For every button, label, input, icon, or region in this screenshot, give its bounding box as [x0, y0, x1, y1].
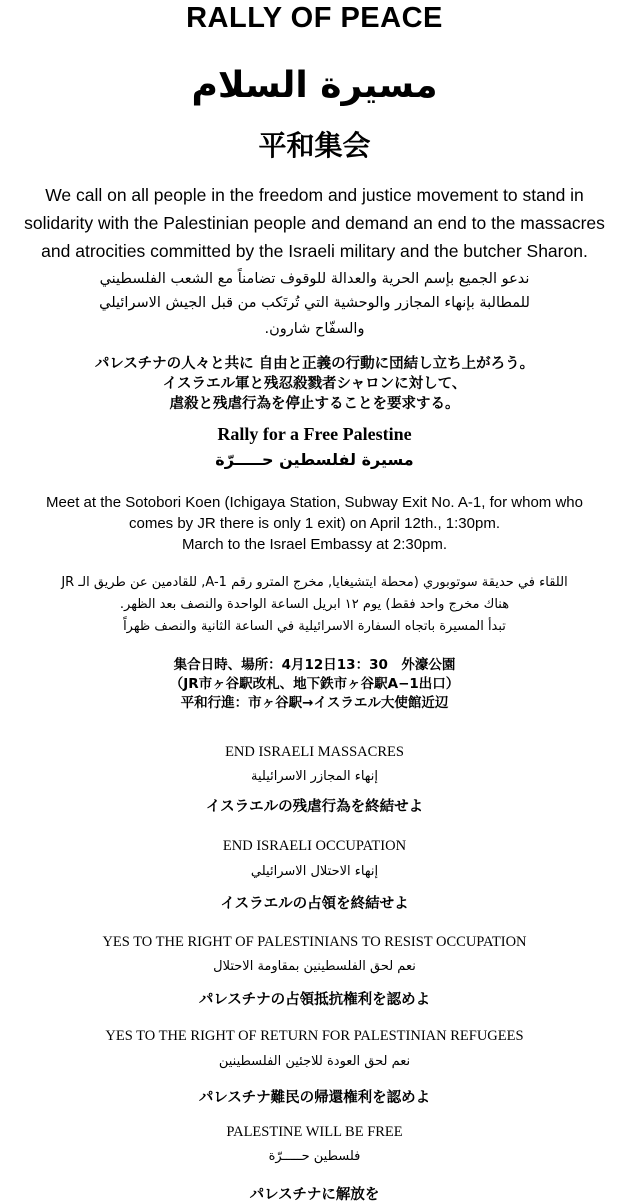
meeting-ar-line-1: اللقاء في حديقة سوتوبوري (محطة ايتشيغايا, مخرج المترو رقم A-1, للقادمين عن طريق الـ JR	[61, 575, 568, 590]
intro-ja-line-1: パレスチナの人々と共に 自由と正義の行動に団結し立ち上がろう。	[94, 356, 535, 372]
meeting-en-line-1: Meet at the Sotobori Koen (Ichigaya Station, Subway Exit No. A-1, for whom who	[46, 494, 583, 511]
title-japanese: 平和集会	[258, 129, 371, 162]
slogan-2-en: END ISRAELI OCCUPATION	[222, 838, 407, 854]
slogan-2-ja: イスラエルの占領を終結せよ	[220, 896, 409, 912]
slogan-4-en: YES TO THE RIGHT OF RETURN FOR PALESTINIAN REFUGEES	[105, 1028, 524, 1044]
meeting-ja-line-1: 集合日時、場所：4月12日13：30 外濠公園	[173, 657, 456, 673]
meeting-ar-line-2: هناك مخرج واحد فقط) يوم ١٢ ابريل الساعة الواحدة والنصف بعد الظهر.	[119, 597, 510, 612]
intro-ar-line-3: والسفّاح شارون.	[264, 321, 365, 337]
title-arabic: مسيرة السلام	[191, 65, 438, 106]
meeting-ja-line-3: 平和行進：市ヶ谷駅→イスラエル大使館近辺	[180, 695, 449, 711]
rally-heading-english: Rally for a Free Palestine	[217, 424, 412, 444]
slogan-4-ar: نعم لحق العودة للاجئين الفلسطينين	[218, 1054, 411, 1069]
intro-en-line-1: We call on all people in the freedom and justice movement to stand in	[45, 185, 584, 205]
slogan-5-ja: パレスチナに解放を	[249, 1187, 380, 1203]
slogan-4-ja: パレスチナ難民の帰還権利を認めよ	[198, 1090, 431, 1106]
slogan-5-en: PALESTINE WILL BE FREE	[226, 1124, 403, 1140]
intro-en-line-2: solidarity with the Palestinian people and demand an end to the massacres	[24, 213, 605, 233]
meeting-ar-line-3: تبدأ المسيرة باتجاه السفارة الاسرائيلية في الساعة الثانية والنصف ظهراً	[123, 619, 506, 634]
intro-ja-line-3: 虐殺と残虐行為を停止することを要求する。	[169, 396, 460, 412]
rally-heading-arabic: مسيرة لفلسطين حـــــرّة	[215, 450, 414, 469]
slogan-1-ja: イスラエルの残虐行為を終結せよ	[205, 799, 424, 815]
slogan-3-ja: パレスチナの占領抵抗権利を認めよ	[198, 992, 431, 1008]
slogan-1-en: END ISRAELI MASSACRES	[225, 744, 404, 760]
slogan-5-ar: فلسطين حـــــرّة	[268, 1149, 361, 1164]
slogan-1-ar: إنهاء المجازر الاسرائيلية	[251, 769, 378, 784]
meeting-en-line-3: March to the Israel Embassy at 2:30pm.	[181, 536, 448, 553]
slogan-3-en: YES TO THE RIGHT OF PALESTINIANS TO RESIST OCCUPATION	[102, 934, 527, 950]
meeting-en-line-2: comes by JR there is only 1 exit) on April 12th., 1:30pm.	[128, 515, 500, 532]
meeting-ja-line-2: （JR市ヶ谷駅改札、地下鉄市ヶ谷駅A−1出口）	[169, 676, 460, 692]
intro-en-line-3: and atrocities committed by the Israeli military and the butcher Sharon.	[41, 241, 588, 261]
intro-ar-line-2: للمطالبة بإنهاء المجازر والوحشية التي تُرتَكب من قبل الجيش الاسرائيلي	[99, 295, 530, 311]
intro-ar-line-1: ندعو الجميع بإسم الحرية والعدالة للوقوف تضامناً مع الشعب الفلسطيني	[99, 271, 530, 287]
intro-ja-line-2: イスラエル軍と残忍殺戮者シャロンに対して、	[162, 376, 467, 392]
slogan-3-ar: نعم لحق الفلسطينين بمقاومة الاحتلال	[213, 959, 416, 974]
title-english: RALLY OF PEACE	[186, 2, 443, 34]
slogan-2-ar: إنهاء الاحتلال الاسرائيلي	[250, 864, 379, 879]
